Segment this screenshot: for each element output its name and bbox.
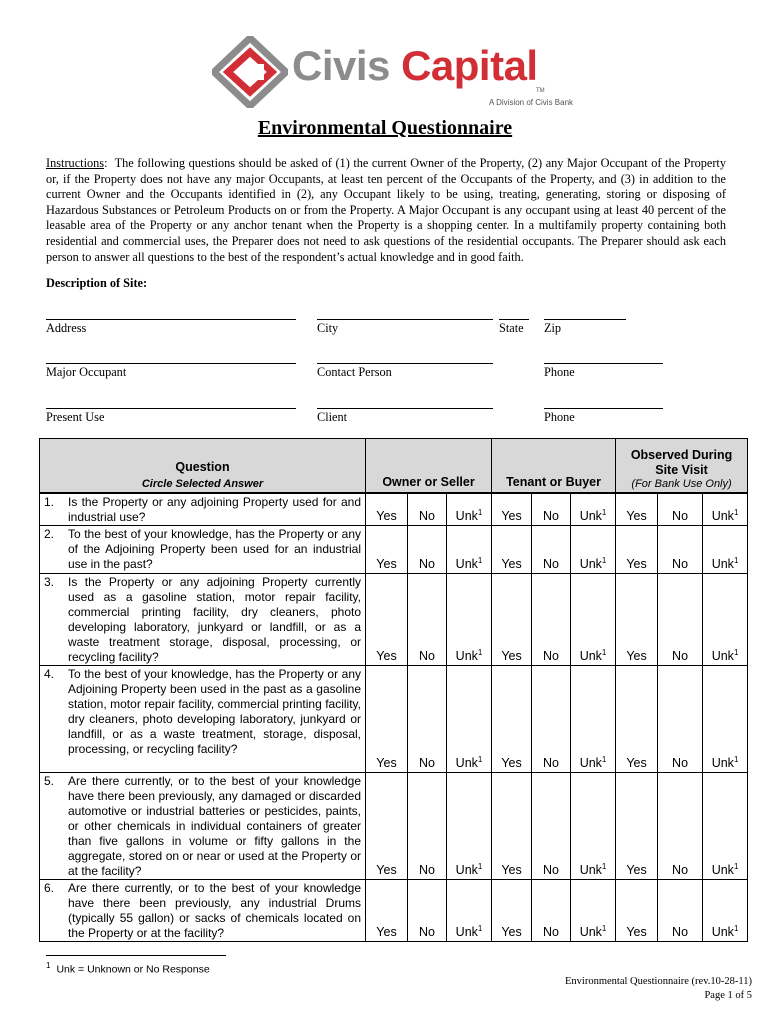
logo-word-civis: Civis (292, 42, 390, 89)
tenant-no-option[interactable] (532, 526, 571, 574)
question-content (44, 527, 361, 572)
question-row (40, 574, 748, 666)
question-text: Is the Property or any adjoining Property used for and industrial use? (68, 495, 361, 524)
owner-yes-option[interactable] (366, 880, 408, 942)
tenant-no-option[interactable] (532, 880, 571, 942)
contact-person-label: Contact Person (317, 365, 392, 379)
answer-label: Unk (455, 557, 478, 571)
observed-yes-option[interactable] (616, 493, 658, 526)
question-row (40, 666, 748, 773)
table-header-row (40, 439, 748, 494)
question-cell (40, 493, 366, 526)
tenant-no-option[interactable] (532, 574, 571, 666)
answer-label: No (543, 509, 560, 523)
contact-person-field[interactable] (317, 363, 493, 380)
footer-revision: Environmental Questionnaire (rev.10-28-11) (565, 976, 752, 987)
owner-yes-option[interactable] (366, 493, 408, 526)
observed-yes-option[interactable] (616, 880, 658, 942)
tenant-yes-option[interactable] (492, 493, 532, 526)
answer-footnote-mark: 1 (733, 923, 739, 933)
answer-label: Unk (579, 925, 602, 939)
phone-label-1: Phone (544, 365, 575, 379)
answer-label: Unk (711, 557, 734, 571)
question-content (44, 774, 361, 879)
answer-footnote-mark: 1 (477, 861, 483, 871)
observed-no-option[interactable] (658, 880, 703, 942)
question-content (44, 881, 361, 941)
instructions-label: Instructions (46, 156, 105, 170)
observed-unk-option[interactable] (703, 880, 748, 942)
owner-yes-option[interactable] (366, 574, 408, 666)
instructions-paragraph: Instructions: The following questions should be asked of (1) the current Owner of the Property, (2) any Major Occupant of the Property or, if the Property does not have any major Occupants, at least ten percent of the Occupants of the Property, and (3) in addition to the current Owner and the Occupants identified in (2), any Occupant likely to be using, treating, generating, storing or disposing of Hazardous Substances or Petroleum Products on or from the Property. A Major Occupant is any occupant using at least 40 percent of the leasable area of the Property or any anchor tenant when the Property is a shopping center. In a multifamily property containing both residential and commercial uses, the Preparer does not need to ask questions of the residential occupants. The Preparer should ask each person to answer all questions to the best of the respondent’s actual knowledge and in good faith. (46, 156, 726, 264)
question-cell (40, 574, 366, 666)
observed-no-option[interactable] (658, 773, 703, 880)
question-row (40, 773, 748, 880)
observed-unk-option[interactable] (703, 574, 748, 666)
answer-label: Unk (579, 509, 602, 523)
tenant-no-option[interactable] (532, 493, 571, 526)
question-row (40, 880, 748, 942)
answer-footnote-mark: 1 (601, 507, 607, 517)
answer-label: Yes (376, 756, 397, 770)
major-occupant-label: Major Occupant (46, 365, 127, 379)
zip-field[interactable] (544, 319, 626, 336)
question-text: To the best of your knowledge, has the Property or any of the Adjoining Property been used for an industrial use in the past? (68, 527, 361, 571)
answer-label: No (543, 925, 560, 939)
tenant-yes-option[interactable] (492, 666, 532, 773)
observed-yes-option[interactable] (616, 526, 658, 574)
address-label: Address (46, 321, 87, 335)
answer-footnote-mark: 1 (477, 647, 483, 657)
answer-label: No (543, 863, 560, 877)
answer-label: Yes (501, 756, 522, 770)
owner-no-option[interactable] (408, 574, 447, 666)
answer-label: No (543, 557, 560, 571)
question-text: To the best of your knowledge, has the Property or any Adjoining Property been used in the past as a gasoline station, motor repair facility, commercial printing facility, dry cleaners, photo developing laboratory, junkyard or landfill, or as a waste treatment, storage, disposal, processing, or recycling facility? (68, 667, 361, 756)
answer-label: No (672, 863, 689, 877)
answer-label: No (419, 509, 435, 523)
question-row (40, 493, 748, 526)
answer-label: Unk (579, 649, 602, 663)
tenant-yes-option[interactable] (492, 880, 532, 942)
owner-no-option[interactable] (408, 880, 447, 942)
answer-label: Unk (455, 649, 478, 663)
instructions-text: The following questions should be asked of (1) the current Owner of the Property, (2) any Major Occupant of the Property or, if the Property does not have any major Occupants, at least ten percent of the Occupants of the Property, and (3) in addition to the current Owner and the Occupants identified in (2), any Occupant likely to be using, treating, generating, storing or disposing of Hazardous Substances or Petroleum Products on or from the Property. A Major Occupant is any occupant using at least 40 percent of the leasable area of the Property or any anchor tenant when the Property is a shopping center. In a multifamily property containing both residential and commercial uses, the Preparer does not need to ask questions of the residential occupants. The Preparer should ask each person to answer all questions to the best of the respondent’s actual knowledge and in good faith. (46, 156, 726, 264)
answer-label: Unk (455, 863, 478, 877)
answer-label: Yes (501, 649, 522, 663)
answer-footnote-mark: 1 (601, 647, 607, 657)
question-content (44, 667, 361, 757)
observed-no-option[interactable] (658, 526, 703, 574)
question-number: 2. (44, 527, 55, 541)
question-text: Is the Property or any adjoining Property currently used as a gasoline station, motor repair facility, commercial printing facility, dry cleaners, photo developing laboratory, junkyard or landfill, or as a waste treatment storage, disposal, processing, or recycling facility? (68, 575, 361, 664)
tenant-yes-option[interactable] (492, 574, 532, 666)
answer-label: No (419, 649, 435, 663)
answer-label: Unk (455, 509, 478, 523)
answer-label: Yes (501, 863, 522, 877)
answer-footnote-mark: 1 (477, 923, 483, 933)
tenant-unk-option[interactable] (571, 666, 616, 773)
logo-wordmark (292, 42, 538, 90)
owner-unk-option[interactable] (447, 526, 492, 574)
tenant-unk-option[interactable] (571, 880, 616, 942)
owner-no-option[interactable] (408, 773, 447, 880)
answer-label: Unk (579, 863, 602, 877)
owner-unk-option[interactable] (447, 493, 492, 526)
state-field[interactable] (499, 319, 529, 336)
question-number: 5. (44, 774, 55, 788)
answer-footnote-mark: 1 (733, 861, 739, 871)
question-content (44, 495, 361, 525)
city-field[interactable] (317, 319, 493, 336)
answer-footnote-mark: 1 (733, 754, 739, 764)
answer-label: Unk (711, 863, 734, 877)
answer-label: Yes (376, 863, 397, 877)
question-cell (40, 880, 366, 942)
site-description-heading: Description of Site: (46, 276, 148, 290)
diamond-logo-icon (212, 36, 288, 108)
answer-footnote-mark: 1 (477, 754, 483, 764)
answer-label: Unk (455, 756, 478, 770)
observed-unk-option[interactable] (703, 666, 748, 773)
answer-label: No (419, 925, 435, 939)
answer-label: Yes (501, 509, 522, 523)
logo-trademark: TM (536, 88, 545, 94)
owner-yes-option[interactable] (366, 526, 408, 574)
answer-label: No (419, 557, 435, 571)
present-use-field[interactable] (46, 408, 296, 425)
owner-yes-option[interactable] (366, 773, 408, 880)
owner-seller-header: Owner or Seller (366, 439, 492, 494)
questionnaire-table (39, 438, 748, 942)
answer-label: Yes (626, 925, 647, 939)
answer-label: No (419, 863, 435, 877)
answer-label: Unk (711, 509, 734, 523)
present-use-label: Present Use (46, 410, 105, 424)
answer-label: Unk (711, 756, 734, 770)
question-number: 3. (44, 575, 55, 589)
tenant-yes-option[interactable] (492, 773, 532, 880)
answer-label: No (672, 557, 689, 571)
owner-unk-option[interactable] (447, 574, 492, 666)
answer-label: Yes (501, 925, 522, 939)
answer-label: Yes (626, 649, 647, 663)
answer-footnote-mark: 1 (601, 923, 607, 933)
tenant-no-option[interactable] (532, 666, 571, 773)
city-label: City (317, 321, 339, 335)
observed-no-option[interactable] (658, 666, 703, 773)
owner-no-option[interactable] (408, 493, 447, 526)
answer-footnote-mark: 1 (477, 507, 483, 517)
question-number: 6. (44, 881, 55, 895)
answer-label: Yes (626, 756, 647, 770)
logo-word-capital: Capital (401, 42, 538, 89)
answer-footnote-mark: 1 (733, 507, 739, 517)
answer-label: No (672, 756, 689, 770)
answer-label: Yes (376, 557, 397, 571)
state-label: State (499, 321, 524, 335)
answer-label: Unk (711, 649, 734, 663)
logo-subtitle: A Division of Civis Bank (489, 98, 574, 107)
answer-footnote-mark: 1 (733, 647, 739, 657)
answer-label: No (419, 756, 435, 770)
answer-label: Yes (626, 863, 647, 877)
client-field[interactable] (317, 408, 493, 425)
answer-label: Yes (501, 557, 522, 571)
answer-label: No (672, 649, 689, 663)
owner-no-option[interactable] (408, 666, 447, 773)
answer-label: No (672, 925, 689, 939)
answer-footnote-mark: 1 (601, 555, 607, 565)
owner-unk-option[interactable] (447, 880, 492, 942)
footnote-text: Unk = Unknown or No Response (56, 963, 210, 976)
answer-label: No (543, 649, 560, 663)
observed-yes-option[interactable] (616, 773, 658, 880)
question-number: 4. (44, 667, 55, 681)
answer-label: Yes (626, 557, 647, 571)
answer-label: No (543, 756, 560, 770)
owner-yes-option[interactable] (366, 666, 408, 773)
owner-no-option[interactable] (408, 526, 447, 574)
owner-unk-option[interactable] (447, 666, 492, 773)
answer-label: Yes (376, 649, 397, 663)
civis-capital-logo (212, 36, 574, 110)
answer-footnote-mark: 1 (601, 754, 607, 764)
answer-label: No (672, 509, 689, 523)
phone-field-2[interactable] (544, 408, 663, 425)
observed-no-option[interactable] (658, 493, 703, 526)
tenant-unk-option[interactable] (571, 773, 616, 880)
answer-footnote-mark: 1 (733, 555, 739, 565)
tenant-unk-option[interactable] (571, 574, 616, 666)
tenant-no-option[interactable] (532, 773, 571, 880)
observed-yes-option[interactable] (616, 574, 658, 666)
answer-label: Yes (626, 509, 647, 523)
observed-unk-option[interactable] (703, 493, 748, 526)
answer-footnote-mark: 1 (601, 861, 607, 871)
question-text: Are there currently, or to the best of your knowledge have there been previously, any industrial Drums (typically 55 gallon) or sacks of chemicals located on the Property or at the facility? (68, 881, 361, 940)
footnote (46, 961, 210, 976)
question-cell (40, 526, 366, 574)
question-number: 1. (44, 495, 55, 509)
tenant-buyer-header: Tenant or Buyer (492, 439, 616, 494)
question-cell (40, 773, 366, 880)
observed-unk-option[interactable] (703, 773, 748, 880)
owner-unk-option[interactable] (447, 773, 492, 880)
answer-label: Unk (711, 925, 734, 939)
major-occupant-field[interactable] (46, 363, 296, 380)
footnote-mark: 1 (46, 961, 51, 970)
observed-yes-option[interactable] (616, 666, 658, 773)
observed-unk-option[interactable] (703, 526, 748, 574)
answer-footnote-mark: 1 (477, 555, 483, 565)
tenant-yes-option[interactable] (492, 526, 532, 574)
answer-label: Unk (579, 557, 602, 571)
answer-label: Yes (376, 509, 397, 523)
client-label: Client (317, 410, 348, 424)
tenant-unk-option[interactable] (571, 526, 616, 574)
document-title: Environmental Questionnaire (257, 117, 513, 139)
question-text: Are there currently, or to the best of your knowledge have there been previously, any damaged or discarded automotive or industrial batteries or pesticides, paints, or other chemicals in individual containers of greater than five gallons in volume or fifty gallons in the aggregate, stored on or near or used at the Property or at the facility? (68, 774, 361, 878)
tenant-unk-option[interactable] (571, 493, 616, 526)
zip-label: Zip (544, 321, 562, 335)
question-content (44, 575, 361, 665)
answer-label: Unk (455, 925, 478, 939)
footnote-rule (46, 955, 226, 956)
question-row (40, 526, 748, 574)
phone-label-2: Phone (544, 410, 575, 424)
answer-label: Yes (376, 925, 397, 939)
address-field[interactable] (46, 319, 296, 336)
observed-header: Observed During Site Visit (For Bank Use Only) (616, 439, 748, 494)
question-cell (40, 666, 366, 773)
phone-field-1[interactable] (544, 363, 663, 380)
observed-no-option[interactable] (658, 574, 703, 666)
answer-label: Unk (579, 756, 602, 770)
footer-page-number: Page 1 of 5 (704, 990, 752, 1001)
question-header: Question Circle Selected Answer (40, 439, 366, 494)
